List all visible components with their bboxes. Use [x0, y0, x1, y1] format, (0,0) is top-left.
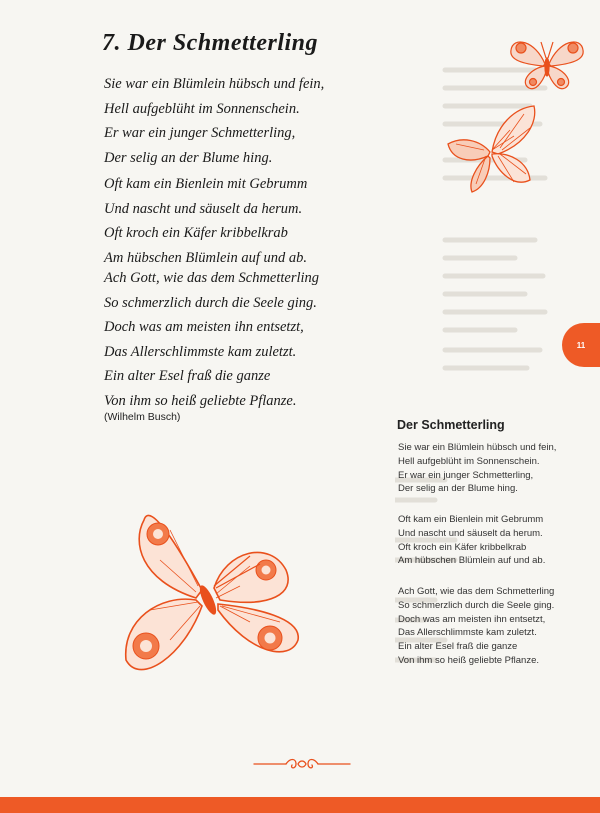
poem-line: Ein alter Esel fraß die ganze — [104, 368, 271, 384]
transcription-line: Oft kam ein Bienlein mit Gebrumm — [398, 514, 544, 525]
transcription-title: Der Schmetterling — [397, 418, 505, 432]
page-number: 11 — [576, 340, 586, 350]
poem-line: Hell aufgeblüht im Sonnenschein. — [104, 100, 300, 117]
flourish-ornament — [252, 756, 352, 772]
bleed-through-text — [470, 28, 476, 54]
poem-line: Das Allerschlimmste kam zuletzt. — [104, 343, 297, 360]
transcription-line: Und nascht und säuselt da herum. — [398, 527, 543, 539]
poem-line: Von ihm so heiß geliebte Pflanze. — [104, 392, 297, 409]
poem-title: 7. Der Schmetterling — [102, 30, 319, 56]
poem-line: Am hübschen Blümlein auf und ab. — [104, 249, 307, 266]
poem-line: Er war ein junger Schmetterling, — [104, 125, 296, 141]
poem-line: Ach Gott, wie das dem Schmetterling — [104, 270, 320, 286]
poem-line: Oft kroch ein Käfer kribbelkrab — [104, 225, 288, 241]
poem-line: Doch was am meisten ihn entsetzt, — [104, 319, 304, 335]
transcription-line: Der selig an der Blume hing. — [398, 483, 518, 495]
transcription-line: Am hübschen Blümlein auf und ab. — [398, 555, 546, 567]
bottom-accent-bar — [0, 797, 600, 813]
transcription-line: Hell aufgeblüht im Sonnenschein. — [398, 455, 540, 467]
transcription-line: Von ihm so heiß geliebte Pflanze. — [398, 654, 540, 666]
poem-line: Sie war ein Blümlein hübsch und fein, — [104, 76, 325, 92]
transcription-line: Ach Gott, wie das dem Schmetterling — [398, 586, 555, 597]
transcription-line: Er war ein junger Schmetterling, — [398, 469, 534, 481]
transcription-line: Das Allerschlimmste kam zuletzt. — [398, 627, 537, 639]
poem-stanza-3 — [104, 266, 319, 413]
poem-line: Oft kam ein Bienlein mit Gebrumm — [104, 176, 308, 192]
poem-author: (Wilhelm Busch) — [104, 411, 181, 423]
poem-line: Der selig an der Blume hing. — [104, 149, 273, 166]
transcription-line: Sie war ein Blümlein hübsch und fein, — [398, 442, 557, 453]
page-number-tab — [562, 323, 600, 367]
peacock-butterfly-small-illustration — [505, 30, 589, 92]
transcription-line: Oft kroch ein Käfer kribbelkrab — [398, 541, 527, 553]
transcription-line: So schmerzlich durch die Seele ging. — [398, 599, 555, 611]
poem-line: So schmerzlich durch die Seele ging. — [104, 294, 317, 311]
transcription-stanza-3 — [398, 585, 554, 668]
transcription-stanza-2 — [398, 513, 545, 568]
poem-stanza-2 — [104, 172, 307, 270]
poem-stanza-1 — [104, 72, 324, 170]
transcription-stanza-1 — [398, 441, 556, 496]
peacock-butterfly-large-illustration — [110, 490, 310, 690]
transcription-line: Doch was am meisten ihn entsetzt, — [398, 613, 546, 625]
poem-line: Und nascht und säuselt da herum. — [104, 200, 303, 217]
transcription-line: Ein alter Esel fraß die ganze — [398, 641, 518, 653]
butterfly-side-view-illustration — [440, 100, 540, 196]
